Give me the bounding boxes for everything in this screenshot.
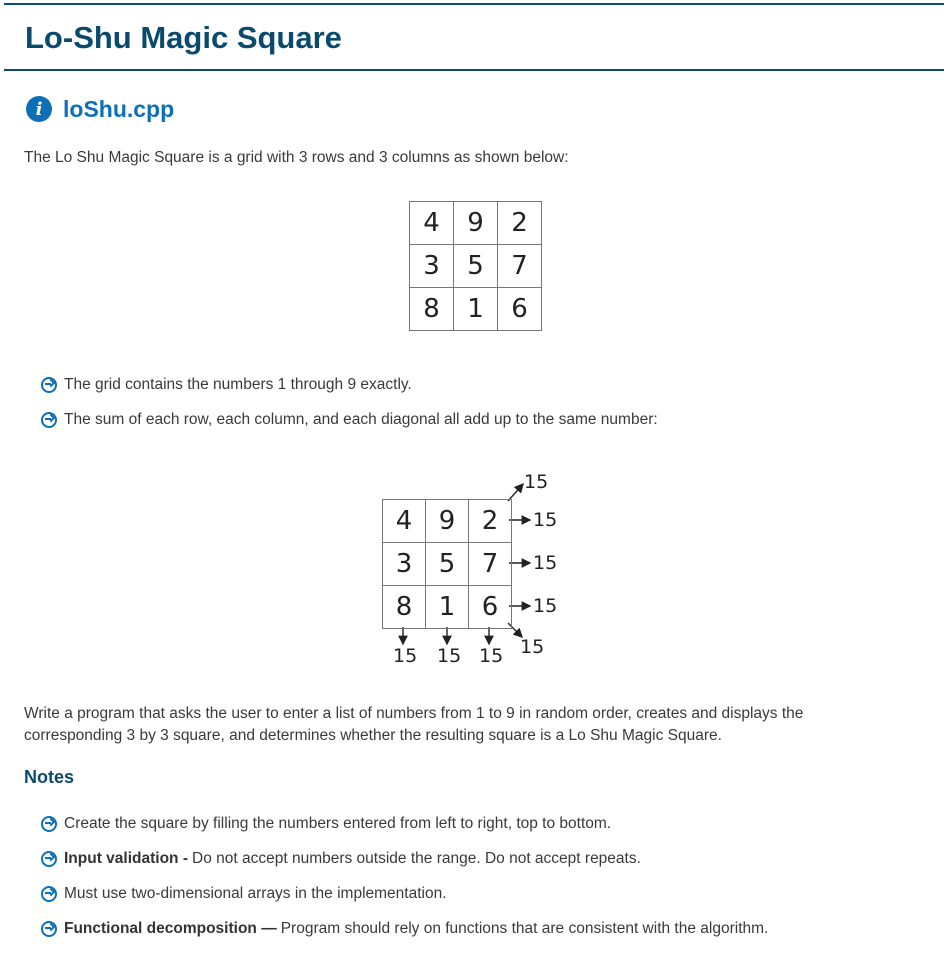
circle-arrow-icon bbox=[41, 377, 57, 393]
grid-cell: 7 bbox=[498, 245, 542, 288]
info-icon: i bbox=[26, 96, 52, 122]
grid-cell: 2 bbox=[498, 202, 542, 245]
grid-cell: 9 bbox=[426, 500, 469, 543]
grid-row bbox=[410, 245, 542, 288]
grid-cell: 4 bbox=[410, 202, 454, 245]
intro-paragraph: The Lo Shu Magic Square is a grid with 3 rows and 3 columns as shown below: bbox=[24, 149, 569, 166]
col-sum: 15 bbox=[437, 645, 462, 667]
circle-arrow-icon bbox=[41, 921, 57, 937]
grid-cell: 9 bbox=[454, 202, 498, 245]
task-paragraph: Write a program that asks the user to enter a list of numbers from 1 to 9 in random order, creates and displays the corresponding 3 by 3 square, and determines whether the resulting square is a Lo Shu Magic Square. bbox=[24, 705, 804, 744]
grid-row bbox=[410, 202, 542, 245]
magic-square-grid bbox=[409, 201, 542, 331]
note-text: Create the square by filling the numbers entered from left to right, top to bottom. bbox=[64, 815, 612, 832]
circle-arrow-icon bbox=[41, 412, 57, 428]
grid-row bbox=[383, 586, 512, 629]
page-title: Lo-Shu Magic Square bbox=[25, 20, 342, 55]
note-text: Do not accept numbers outside the range. Do not accept repeats. bbox=[192, 850, 641, 867]
col-sum: 15 bbox=[479, 645, 504, 667]
grid-cell: 1 bbox=[454, 288, 498, 331]
grid-cell: 6 bbox=[469, 586, 512, 629]
property-text: The grid contains the numbers 1 through 9 exactly. bbox=[64, 376, 412, 393]
page-header bbox=[4, 5, 944, 71]
property-item bbox=[41, 375, 412, 395]
grid-cell: 8 bbox=[383, 586, 426, 629]
row-sum: 15 bbox=[533, 552, 558, 574]
grid-row bbox=[383, 500, 512, 543]
grid-cell: 6 bbox=[498, 288, 542, 331]
grid-cell: 7 bbox=[469, 543, 512, 586]
diagonal-bottom-sum: 15 bbox=[520, 636, 545, 658]
note-bold-label: Functional decomposition — bbox=[64, 920, 277, 937]
file-title: loShu.cpp bbox=[63, 95, 175, 122]
property-text: The sum of each row, each column, and each diagonal all add up to the same number: bbox=[64, 411, 658, 428]
note-text: Program should rely on functions that are consistent with the algorithm. bbox=[280, 920, 769, 937]
note-bold-label: Input validation - bbox=[64, 850, 188, 867]
grid-cell: 1 bbox=[426, 586, 469, 629]
grid-cell: 8 bbox=[410, 288, 454, 331]
file-heading bbox=[26, 95, 174, 123]
property-item bbox=[41, 410, 658, 430]
row-sum: 15 bbox=[533, 595, 558, 617]
grid-cell: 5 bbox=[426, 543, 469, 586]
note-item bbox=[41, 919, 768, 939]
col-sum: 15 bbox=[393, 645, 418, 667]
sum-grid bbox=[382, 499, 512, 629]
diagonal-top-sum: 15 bbox=[524, 471, 549, 493]
row-sum: 15 bbox=[533, 509, 558, 531]
circle-arrow-icon bbox=[41, 816, 57, 832]
grid-row bbox=[410, 288, 542, 331]
grid-cell: 4 bbox=[383, 500, 426, 543]
note-item bbox=[41, 849, 641, 869]
grid-cell: 5 bbox=[454, 245, 498, 288]
grid-cell: 3 bbox=[383, 543, 426, 586]
notes-heading: Notes bbox=[24, 767, 75, 787]
note-text: Must use two-dimensional arrays in the implementation. bbox=[64, 885, 447, 902]
note-item bbox=[41, 814, 611, 834]
grid-cell: 2 bbox=[469, 500, 512, 543]
circle-arrow-icon bbox=[41, 851, 57, 867]
sum-diagram bbox=[370, 466, 570, 676]
grid-cell: 3 bbox=[410, 245, 454, 288]
note-item bbox=[41, 884, 447, 904]
grid-row bbox=[383, 543, 512, 586]
circle-arrow-icon bbox=[41, 886, 57, 902]
